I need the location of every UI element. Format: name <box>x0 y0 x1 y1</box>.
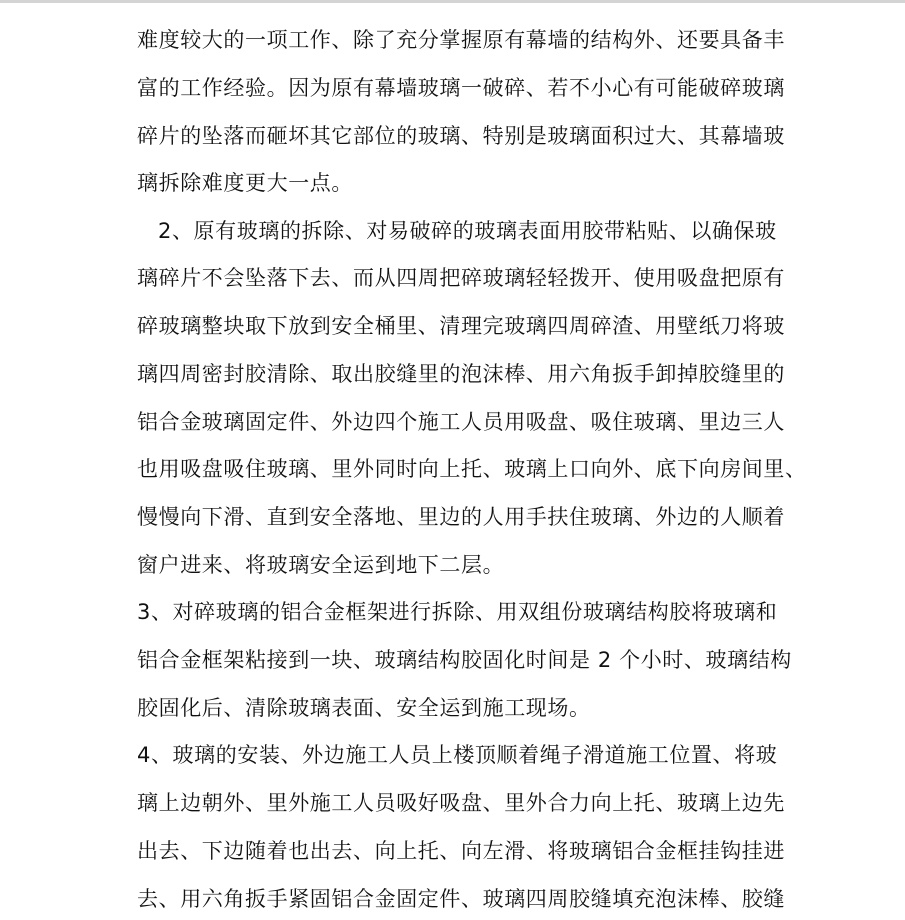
text-line: 璃拆除难度更大一点。 <box>137 171 353 195</box>
text-line: 窗户进来、将玻璃安全运到地下二层。 <box>137 553 505 577</box>
text-line: 璃上边朝外、里外施工人员吸好吸盘、里外合力向上托、玻璃上边先 <box>137 791 785 815</box>
text-line: 出去、下边随着也出去、向上托、向左滑、将玻璃铝合金框挂钩挂进 <box>137 839 785 863</box>
text-line: 难度较大的一项工作、除了充分掌握原有幕墙的结构外、还要具备丰 <box>137 28 785 52</box>
text-line: 也用吸盘吸住玻璃、里外同时向上托、玻璃上口向外、底下向房间里、 <box>137 457 807 481</box>
text-line: 4、玻璃的安装、外边施工人员上楼顶顺着绳子滑道施工位置、将玻 <box>137 743 778 767</box>
text-line: 碎玻璃整块取下放到安全桶里、清理完玻璃四周碎渣、用壁纸刀将玻 <box>137 314 785 338</box>
text-line: 3、对碎玻璃的铝合金框架进行拆除、用双组份玻璃结构胶将玻璃和 <box>137 600 778 624</box>
text-line: 2、原有玻璃的拆除、对易破碎的玻璃表面用胶带粘贴、以确保玻 <box>158 219 777 243</box>
text-line: 胶固化后、清除玻璃表面、安全运到施工现场。 <box>137 696 591 720</box>
text-line: 璃四周密封胶清除、取出胶缝里的泡沫棒、用六角扳手卸掉胶缝里的 <box>137 362 785 386</box>
text-line: 璃碎片不会坠落下去、而从四周把碎玻璃轻轻拨开、使用吸盘把原有 <box>137 266 785 290</box>
text-line: 铝合金框架粘接到一块、玻璃结构胶固化时间是 2 个小时、玻璃结构 <box>137 648 792 672</box>
text-line: 铝合金玻璃固定件、外边四个施工人员用吸盘、吸住玻璃、里边三人 <box>137 410 785 434</box>
text-line: 去、用六角扳手紧固铝合金固定件、玻璃四周胶缝填充泡沫棒、胶缝 <box>137 887 785 911</box>
text-line: 慢慢向下滑、直到安全落地、里边的人用手扶住玻璃、外边的人顺着 <box>137 505 785 529</box>
text-line: 富的工作经验。因为原有幕墙玻璃一破碎、若不小心有可能破碎玻璃 <box>137 76 785 100</box>
text-line: 碎片的坠落而砸坏其它部位的玻璃、特别是玻璃面积过大、其幕墙玻 <box>137 124 785 148</box>
